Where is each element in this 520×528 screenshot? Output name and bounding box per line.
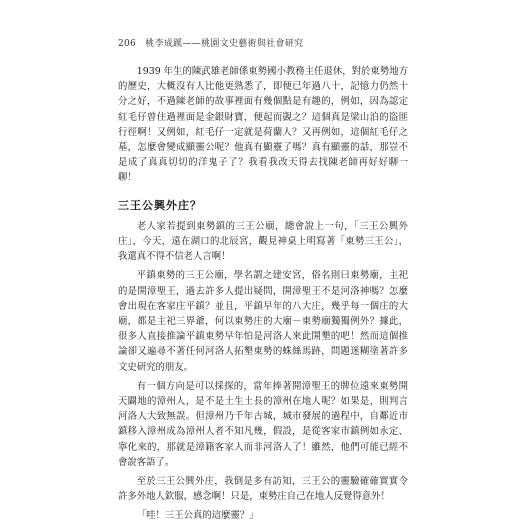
running-title: 桃李成蹊——桃園文史藝術與社會研究 bbox=[145, 39, 304, 49]
page-number: 206 bbox=[118, 39, 137, 49]
body-paragraph: 老人家若提到東勢鎮的三王公廟，總會說上一句，「三王公興外庄」，今天，遠在湖口的北辰宮，觀見神桌上明寫著「東勢三王公」，我還真不得不信老人言啊！ bbox=[118, 220, 408, 263]
page-body bbox=[118, 64, 408, 528]
body-paragraph: 有一個方向是可以採探的，當年捧著開漳聖王的牌位遠來東勢開天闢地的漳州人，是不是土生土長的漳州在地人呢？如果是，則判言河洛人大致無誤。但漳州乃千年古城，城市發展的過程中，自鄰近市鎮移入漳州成為漳州人者不知凡幾，假設，是從客家市鎮例如永定、寧化來的，那就是漳籍客家人而非河洛人了！雖然，他們可能已經不會說客語了。 bbox=[118, 380, 408, 468]
body-paragraph: 至於三王公興外庄，我倒是多有訪知，三王公的靈驗確確實實令許多外地人欽服，感念啊！只是，東勢庄自己在地人反覺得意外！ bbox=[118, 476, 408, 503]
body-paragraph: 1939 年生的陳武雄老師係東勢國小教務主任退休，對於東勢地方的歷史，大概沒有人比他更熟悉了，即便已年過八十，記憶力仍然十分之好，不過陳老師的故事裡面有幾個點是有趣的，例如，因為認定紅毛仔曾住過裡面是金銀財寶，便起而覬之？這個真是梁山泊的盜匪行徑啊！又例如，紅毛仔一定就是荷蘭人？又再例如，這個紅毛仔之墓，怎麼會變成顯靈公呢？他真有顯靈了嗎？真有顯靈的話，那豈不是成了真真切切的洋鬼子了？我看我改天得去找陳老師再好好聊一聊！ bbox=[118, 66, 408, 184]
body-paragraph: 「哇！三王公真的這麼靈？」 bbox=[136, 510, 259, 522]
body-paragraph: 平鎮東勢的三王公廟，學名謂之建安宮，俗名則曰東勢廟，主祀的是開漳聖王，過去許多人提出疑問，開漳聖王不是河洛神嗎？怎麼會出現在客家庄平鎮？並且，平鎮早年的八大庄，幾乎每一個庄的大廟，都是主祀三界爺，何以東勢庄的大廟－東勢廟獨獨例外？據此，很多人直接推論平鎮東勢早年怕是河洛人來此開墾的吧！然而這個推論卻又遍尋不著任何河洛人拓墾東勢的蛛絲馬跡，問題迷糊塗著許多文史研究的朋友。 bbox=[118, 270, 408, 373]
section-heading: 三王公興外庄？ bbox=[118, 198, 202, 212]
running-header bbox=[118, 36, 303, 49]
